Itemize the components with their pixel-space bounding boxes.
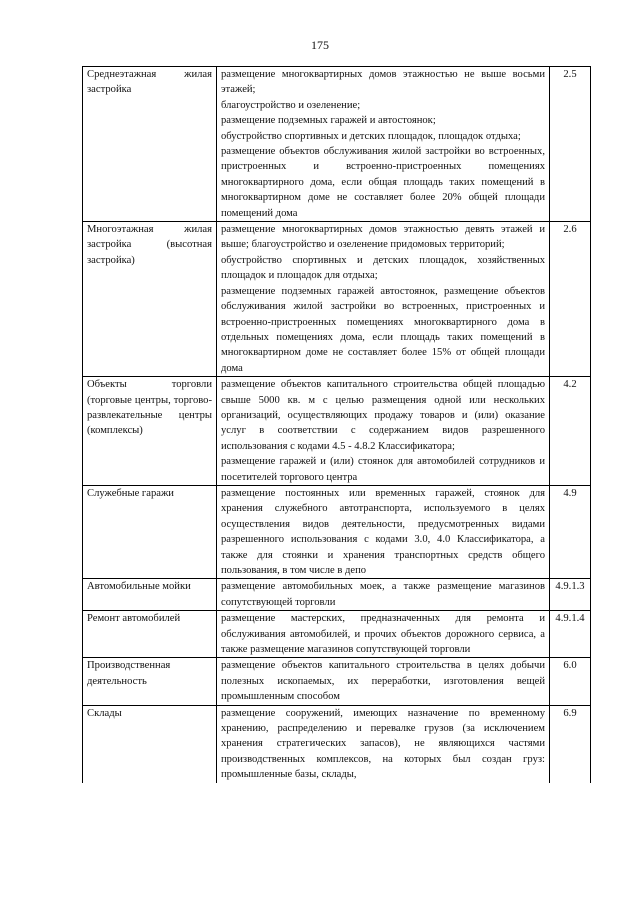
land-use-code: 4.2 (550, 377, 591, 486)
land-use-name-cell (83, 377, 217, 486)
land-use-code: 6.0 (550, 658, 591, 705)
land-use-description-cell (217, 579, 550, 611)
land-use-description: размещение объектов капитального строительства в целях добычи полезных ископаемых, их переработки, изготовления вещей промышленным способом (221, 660, 545, 703)
land-use-description: размещение объектов обслуживания жилой застройки во встроенных, пристроенных и встроенно-пристроенных помещениях многоквартирного дома, если общая площадь таких помещений в многоквартирном доме не составляет более 20% общей площади помещений дома (221, 146, 545, 219)
land-use-description: размещение подземных гаражей и автостоянок; (221, 115, 436, 127)
land-use-description: обустройство спортивных и детских площадок, хозяйственных площадок и площадок для отдыха; (221, 254, 545, 282)
land-use-name-cell (83, 67, 217, 222)
land-use-code: 4.9.1.4 (550, 611, 591, 658)
land-use-description: размещение гаражей и (или) стоянок для автомобилей сотрудников и посетителей торгового центра (221, 456, 545, 483)
land-use-name: Служебные гаражи (87, 487, 174, 499)
land-use-description: размещение многоквартирных домов этажностью девять этажей и выше; благоустройство и озеленение придомовых территорий; (221, 224, 545, 251)
land-use-description: размещение сооружений, имеющих назначение по временному хранению, распределению и перевалке грузов (за исключением хранения стратегических запасов), не являющихся частями производственных комплексов, на которых был создан груз: промышленные базы, склады, (221, 707, 545, 781)
land-use-name: Среднеэтажная жилая застройка (87, 69, 212, 96)
land-use-description: благоустройство и озеленение; (221, 99, 361, 111)
land-use-name-cell (83, 658, 217, 705)
land-use-description-cell (217, 377, 550, 486)
land-use-description-cell (217, 705, 550, 783)
table-row (83, 67, 591, 222)
land-use-name: Многоэтажная жилая застройка (высотная застройка) (87, 224, 212, 266)
table-row (83, 485, 591, 578)
table-row (83, 377, 591, 486)
land-use-name-cell (83, 705, 217, 783)
page-number: 175 (311, 38, 329, 52)
land-use-description: размещение автомобильных моек, а также размещение магазинов сопутствующей торговли (221, 581, 545, 608)
land-use-name-cell (83, 579, 217, 611)
table-row (83, 222, 591, 377)
table-row (83, 658, 591, 705)
land-use-description: размещение объектов капитального строительства общей площадью свыше 5000 кв. м с целью размещения одной или нескольких организаций, осуществляющих продажу товаров и (или) оказание услуг в соответствии с содержанием видов разрешенного использования с кодами 4.5 - 4.8.2 Классификатора; (221, 379, 545, 452)
land-use-name-cell (83, 611, 217, 658)
table-row (83, 579, 591, 611)
table-row (83, 705, 591, 783)
land-use-name-cell (83, 222, 217, 377)
land-use-name-cell (83, 485, 217, 578)
land-use-description: обустройство спортивных и детских площадок, площадок отдыха; (221, 130, 521, 142)
land-use-name: Ремонт автомобилей (87, 613, 181, 625)
land-use-description-cell (217, 485, 550, 578)
land-use-code: 4.9.1.3 (550, 579, 591, 611)
land-use-code: 4.9 (550, 485, 591, 578)
land-use-description-cell (217, 222, 550, 377)
land-use-code: 6.9 (550, 705, 591, 783)
land-use-name: Производственная деятельность (87, 660, 171, 687)
land-use-code: 2.5 (550, 67, 591, 222)
land-use-description-cell (217, 67, 550, 222)
land-use-description: размещение мастерских, предназначенных для ремонта и обслуживания автомобилей, и прочих объектов дорожного сервиса, а также размещение магазинов сопутствующей торговли (221, 613, 545, 656)
land-use-description: размещение постоянных или временных гаражей, стоянок для хранения служебного автотранспорта, используемого в целях осуществления видов деятельности, предусмотренных видами разрешенного использования с кодами 3.0, 4.0 Классификатора, а также для стоянки и хранения транспортных средств общего пользования, в том числе в депо (221, 487, 545, 576)
land-use-description-cell (217, 611, 550, 658)
land-use-code: 2.6 (550, 222, 591, 377)
land-use-description: размещение многоквартирных домов этажностью не выше восьми этажей; (221, 69, 545, 96)
land-use-table (82, 66, 591, 783)
table-row (83, 611, 591, 658)
land-use-name: Склады (87, 707, 122, 719)
land-use-name: Объекты торговли (торговые центры, торгово-развлекательные центры (комплексы) (87, 379, 212, 437)
land-use-name: Автомобильные мойки (87, 581, 191, 593)
land-use-description: размещение подземных гаражей автостоянок, размещение объектов обслуживания жилой застройки во встроенных, пристроенных и встроенно-пристроенных помещениях многоквартирного дома в отдельных помещениях дома, если площадь таких помещений в многоквартирном доме не составляет более 15% от общей площади дома (221, 285, 545, 374)
table-body (83, 67, 591, 783)
land-use-description-cell (217, 658, 550, 705)
